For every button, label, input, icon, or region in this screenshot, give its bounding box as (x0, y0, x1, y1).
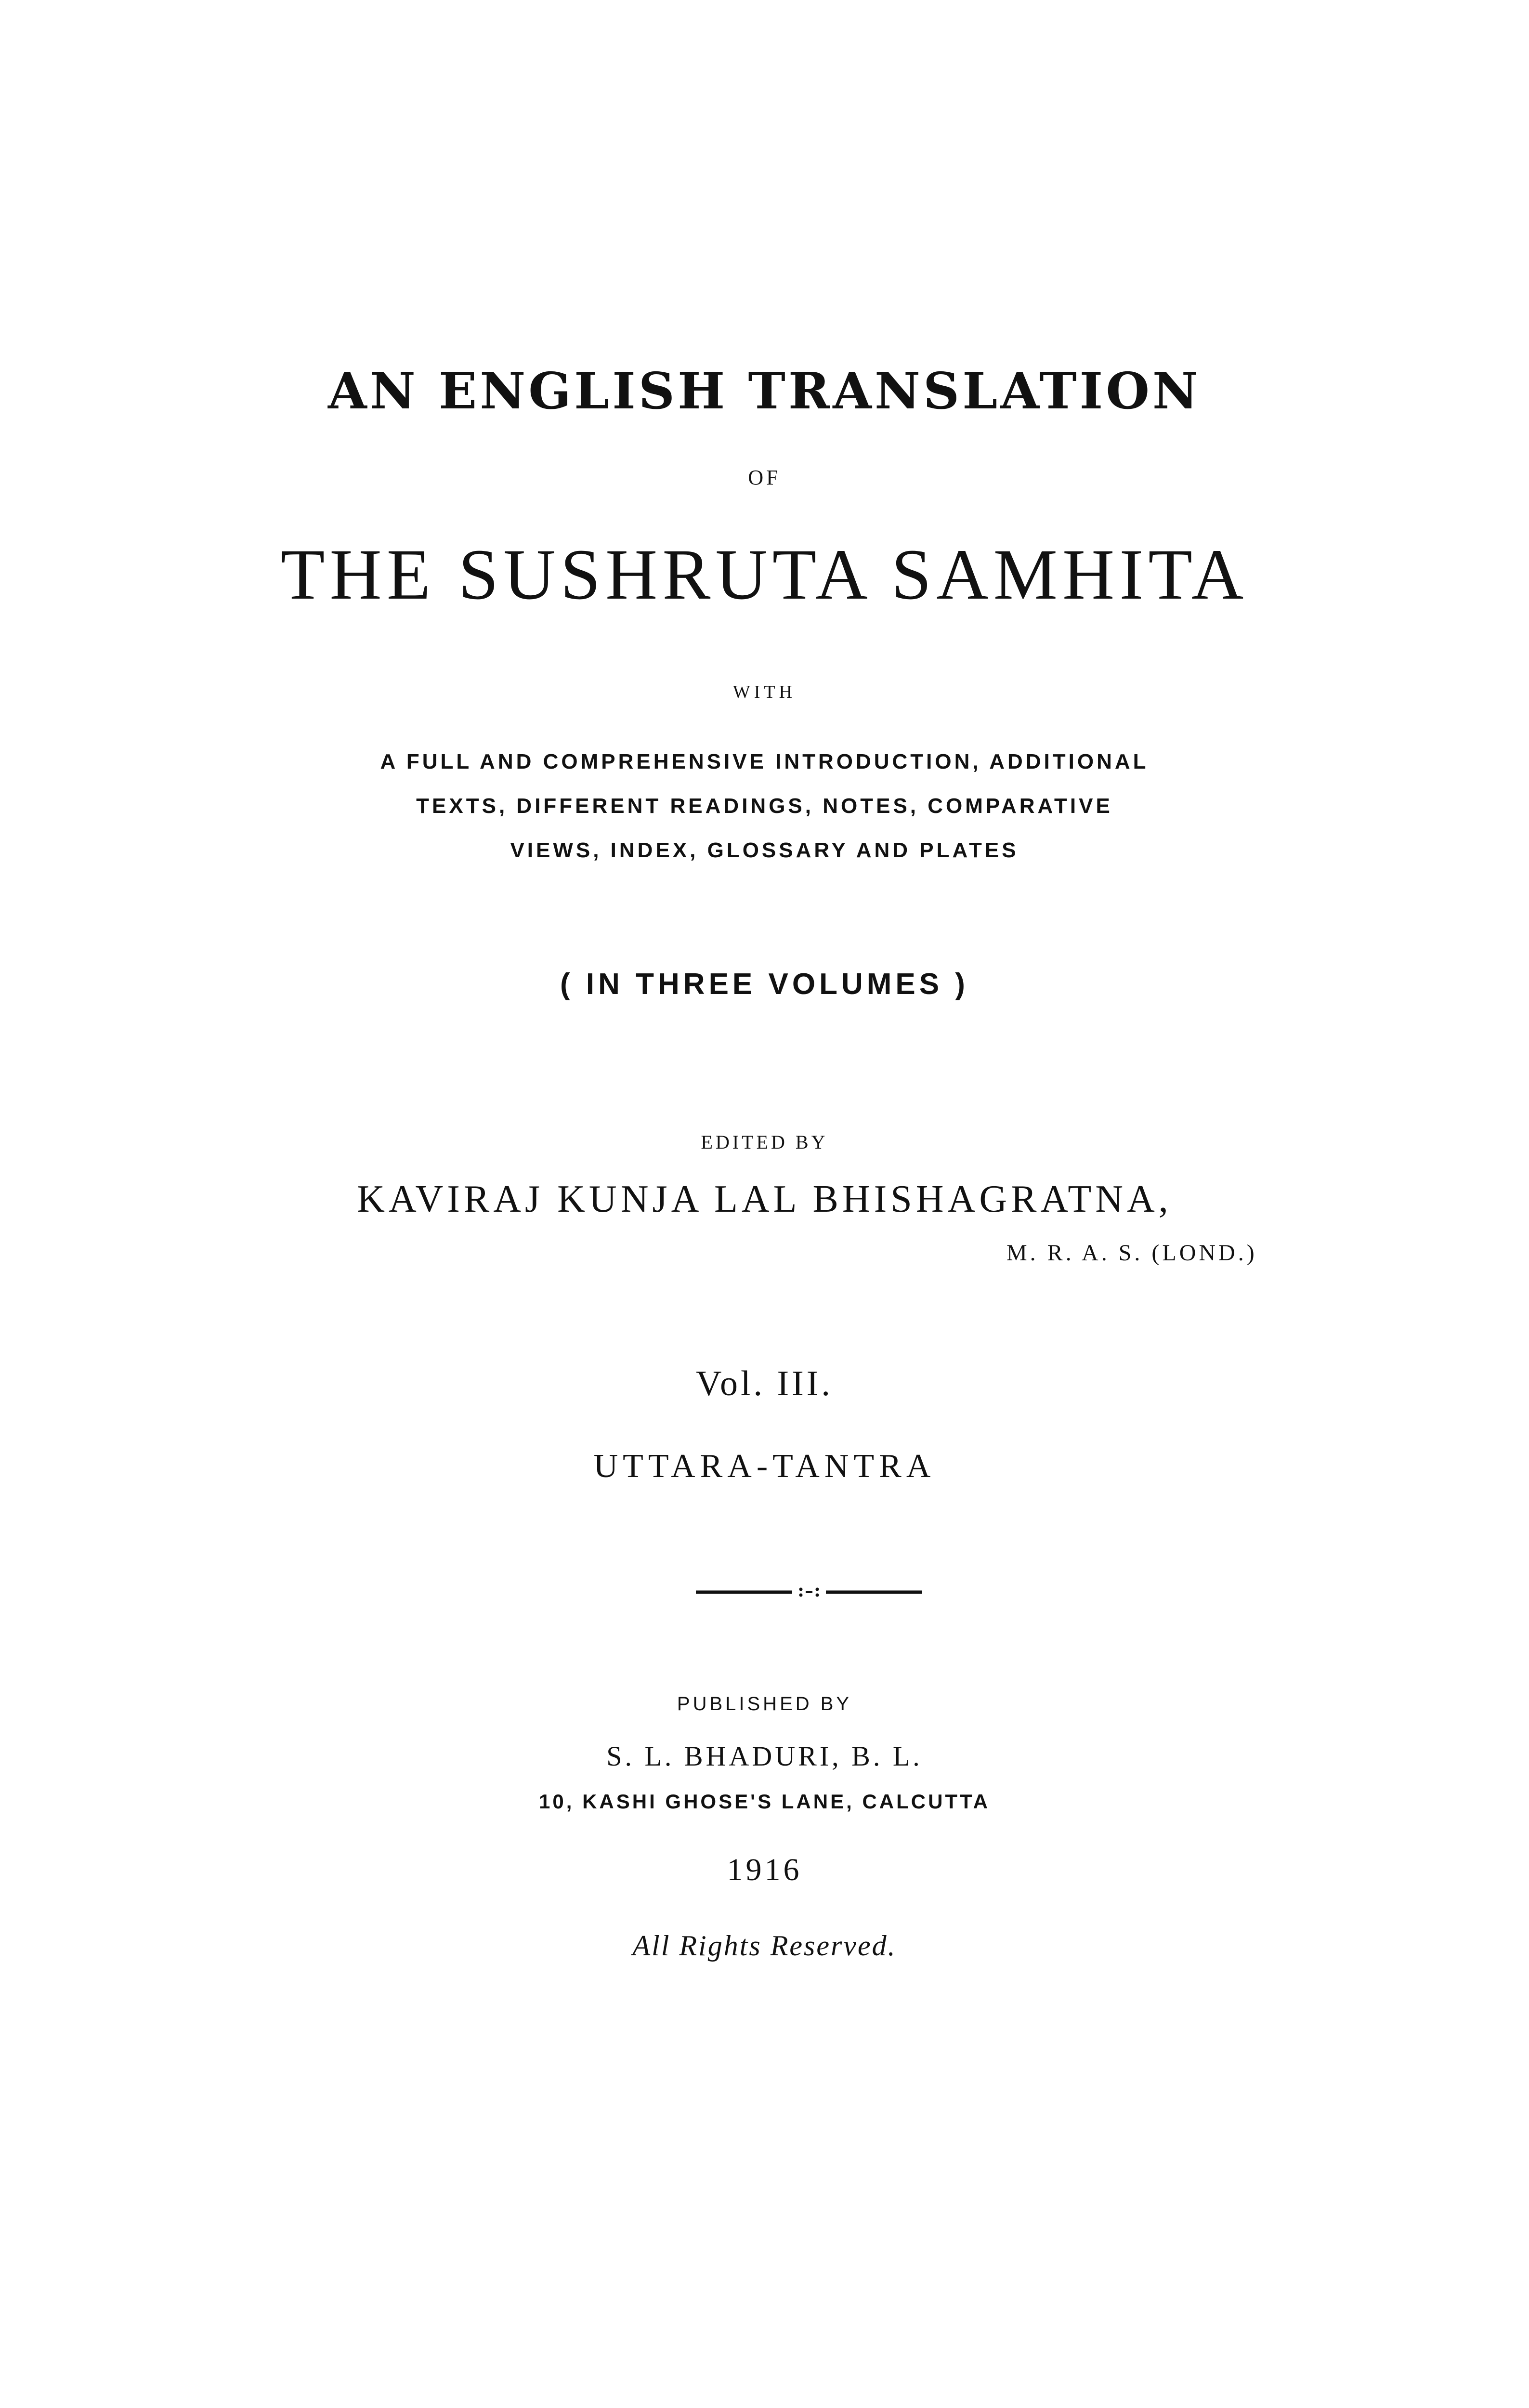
editor-name: KAVIRAJ KUNJA LAL BHISHAGRATNA, (357, 1178, 1172, 1220)
edited-by-label: EDITED BY (701, 1131, 828, 1153)
part-title: UTTARA-TANTRA (593, 1448, 936, 1485)
publisher-name: S. L. BHADURI, B. L. (606, 1741, 923, 1772)
description-line-1: A FULL AND COMPREHENSIVE INTRODUCTION, ADDITIONAL (380, 750, 1149, 773)
published-by-label: PUBLISHED BY (677, 1693, 852, 1714)
volume-number: Vol. III. (696, 1364, 833, 1403)
editor-credentials: M. R. A. S. (LOND.) (1006, 1240, 1257, 1266)
description-line-2: TEXTS, DIFFERENT READINGS, NOTES, COMPARATIVE (416, 794, 1113, 818)
with-label: WITH (732, 682, 797, 702)
book-title: THE SUSHRUTA SAMHITA (280, 535, 1249, 615)
publisher-address: 10, KASHI GHOSE'S LANE, CALCUTTA (539, 1790, 990, 1813)
heading: AN ENGLISH TRANSLATION (328, 361, 1201, 420)
description-line-3: VIEWS, INDEX, GLOSSARY AND PLATES (510, 838, 1019, 862)
publication-year: 1916 (727, 1852, 802, 1887)
of-label: OF (748, 466, 781, 489)
volumes-note: ( IN THREE VOLUMES ) (560, 968, 969, 1001)
ornamental-divider (696, 1584, 922, 1599)
rights-notice: All Rights Reserved. (632, 1930, 897, 1962)
